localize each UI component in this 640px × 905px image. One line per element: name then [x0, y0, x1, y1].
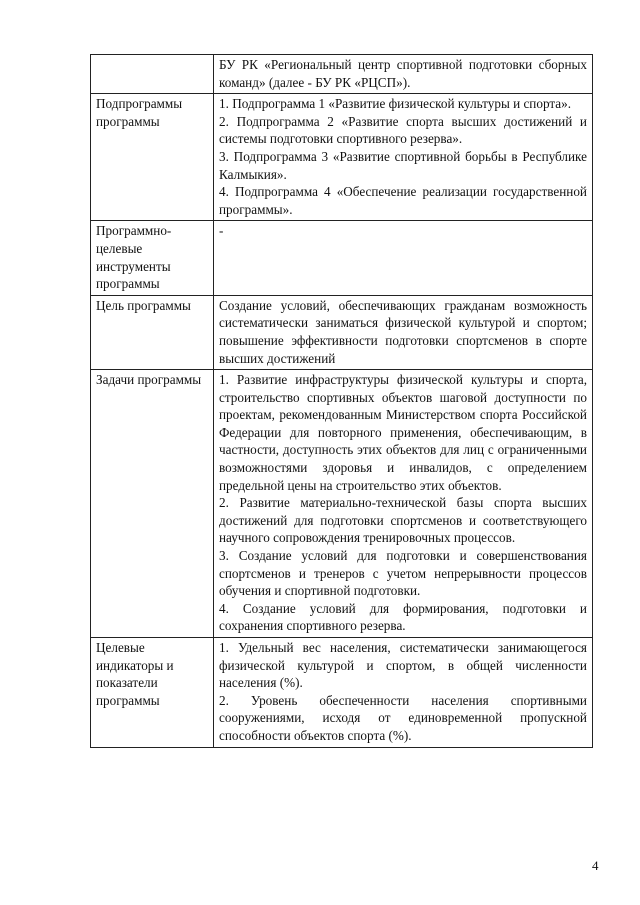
- row-value: [214, 94, 593, 221]
- table-row: [91, 370, 593, 638]
- passport-table: [90, 54, 593, 748]
- value-paragraph: 1. Развитие инфраструктуры физической культуры и спорта, строительство спортивных объектов шаговой доступности по проектам, рекомендованным Министерством спорта Российской Федерации для повторного применения, обеспечивающим, в частности, доступность этих объектов для лиц с ограниченными возможностями здоровья и инвалидов, с определением предельной цены на строительство этих объектов.: [219, 372, 587, 493]
- value-paragraph: 4. Создание условий для формирования, подготовки и сохранения спортивного резерва.: [219, 600, 587, 634]
- row-label: Цель программы: [91, 295, 214, 369]
- value-paragraph: 2. Уровень обеспеченности населения спортивными сооружениями, исходя от единовременной пропускной способности объектов спорта (%).: [219, 692, 587, 743]
- value-paragraph: БУ РК «Региональный центр спортивной подготовки сборных команд» (далее - БУ РК «РЦСП»).: [219, 57, 587, 90]
- value-paragraph: 3. Подпрограмма 3 «Развитие спортивной борьбы в Республике Калмыкия».: [219, 148, 587, 182]
- row-label: Задачи программы: [91, 370, 214, 638]
- row-label: Целевые индикаторы и показатели программы: [91, 638, 214, 748]
- table-row: [91, 94, 593, 221]
- table-row: [91, 638, 593, 748]
- value-paragraph: 2. Подпрограмма 2 «Развитие спорта высших достижений и системы подготовки спортивного резерва».: [219, 113, 587, 147]
- row-label: Подпрограммы программы: [91, 94, 214, 221]
- row-value: [214, 638, 593, 748]
- row-label: Программно-целевые инструменты программы: [91, 221, 214, 295]
- value-paragraph: 4. Подпрограмма 4 «Обеспечение реализации государственной программы».: [219, 184, 587, 217]
- table-row: [91, 55, 593, 94]
- value-paragraph: 2. Развитие материально-технической базы спорта высших достижений для подготовки спортсменов и соответствующего научного сопровождения тренировочных процессов.: [219, 495, 587, 546]
- table-row: [91, 221, 593, 295]
- row-value: [214, 295, 593, 369]
- row-value: [214, 370, 593, 638]
- value-paragraph: 1. Подпрограмма 1 «Развитие физической культуры и спорта».: [219, 96, 572, 112]
- table-row: [91, 295, 593, 369]
- value-paragraph: 3. Создание условий для подготовки и совершенствования спортсменов и тренеров с учетом непрерывности процессов обучения и спортивной подготовки.: [219, 548, 587, 599]
- page-number: 4: [592, 858, 599, 873]
- row-value: [214, 221, 593, 295]
- value-paragraph: 1. Удельный вес населения, систематически занимающегося физической культурой и спортом, в общей численности населения (%).: [219, 640, 587, 691]
- row-label: [91, 55, 214, 94]
- value-paragraph: -: [219, 223, 224, 239]
- value-paragraph: Создание условий, обеспечивающих гражданам возможность систематически заниматься физической культурой и спортом; повышение эффективности подготовки спортсменов в спорте высших достижений: [219, 297, 587, 366]
- row-value: [214, 55, 593, 94]
